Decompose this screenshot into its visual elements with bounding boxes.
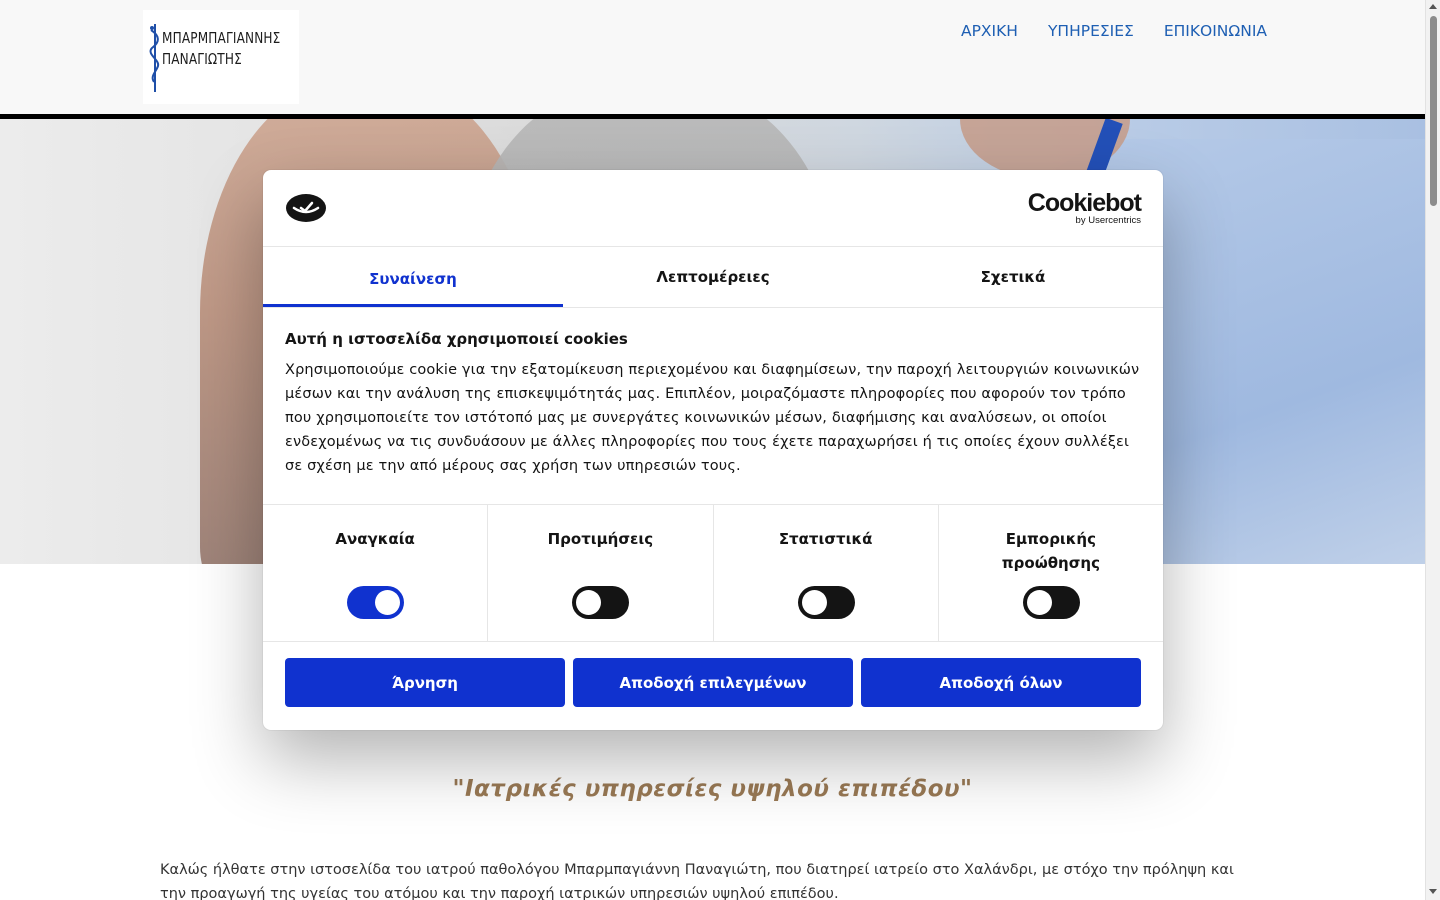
cookie-heading: Αυτή η ιστοσελίδα χρησιμοποιεί cookies — [285, 330, 628, 348]
toggle-statistics-label: Στατιστικά — [778, 530, 873, 548]
toggle-necessary-switch[interactable] — [347, 586, 404, 619]
nav-item-home[interactable]: ΑΡΧΙΚΗ — [960, 22, 1018, 40]
tagline: "Ιατρικές υπηρεσίες υψηλού επιπέδου" — [452, 776, 973, 802]
toggle-marketing-switch[interactable] — [1023, 586, 1080, 619]
cookie-category-toggles — [263, 505, 1163, 642]
cookie-body-text: Χρησιμοποιούμε cookie για την εξατομίκευση περιεχομένου και διαφημίσεων, την παροχή λειτουργιών κοινωνικών μέσων και την ανάλυση της επισκεψιμότητάς μας. Επιπλέον, μοιραζόμαστε πληροφορίες που αφορούν τον τρόπο που χρησιμοποιείτε τον ιστότοπό μας με συνεργάτες κοινωνικών μέσων, διαφήμισης και αναλύσεων, οι οποίοι ενδεχομένως να τις συνδυάσουν με άλλες πληροφορίες που τους έχετε παραχωρήσει ή τις οποίες έχουν συλλέξει σε σχέση με την από μέρους σας χρήση των υπηρεσιών τους. — [285, 362, 1140, 474]
nav-item-contact[interactable]: ΕΠΙΚΟΙΝΩΝΙΑ — [1163, 22, 1267, 40]
switch-knob — [576, 590, 601, 615]
site-logo[interactable] — [143, 10, 299, 104]
toggle-statistics-switch[interactable] — [798, 586, 855, 619]
intro-paragraph: Καλώς ήλθατε στην ιστοσελίδα του ιατρού παθολόγου Μπαρμπαγιάννη Παναγιώτη, που διατηρεί ιατρείο στο Χαλάνδρι, με στόχο την πρόληψη και την προαγωγή της υγείας του ατόμου και την παροχή ιατρικών υπηρεσιών υψηλού επιπέδου. — [160, 862, 1234, 900]
toggle-preferences-label: Προτιμήσεις — [547, 530, 654, 548]
switch-knob — [1027, 590, 1052, 615]
caduceus-icon — [148, 22, 162, 94]
accept-selected-button[interactable]: Αποδοχή επιλεγμένων — [573, 658, 853, 707]
toggle-marketing — [939, 505, 1163, 641]
tab-consent[interactable]: Συναίνεση — [263, 247, 563, 307]
toggle-preferences — [488, 505, 713, 641]
cookiebot-brand-name: Cookiebot — [1027, 189, 1141, 217]
logo-line-2: ΠΑΝΑΓΙΩΤΗΣ — [162, 50, 242, 68]
toggle-necessary — [263, 505, 488, 641]
switch-knob — [802, 590, 827, 615]
tab-about[interactable]: Σχετικά — [980, 268, 1046, 286]
scroll-down-arrow-icon[interactable] — [1429, 889, 1437, 894]
logo-text — [162, 28, 280, 70]
main-nav — [961, 22, 1267, 40]
toggle-marketing-label: Εμπορικής προώθησης — [1001, 530, 1100, 572]
deny-button[interactable]: Άρνηση — [285, 658, 565, 707]
scroll-up-arrow-icon[interactable] — [1429, 4, 1437, 9]
toggle-statistics — [714, 505, 939, 641]
site-header — [0, 0, 1425, 114]
tab-details[interactable]: Λεπτομέρειες — [656, 268, 770, 286]
nav-item-services[interactable]: ΥΠΗΡΕΣΙΕΣ — [1047, 22, 1134, 40]
cookie-description — [263, 308, 1163, 505]
scrollbar-thumb[interactable] — [1430, 16, 1437, 206]
cookie-actions — [263, 642, 1163, 723]
cookiebot-brand[interactable] — [1028, 190, 1141, 226]
switch-knob — [375, 590, 400, 615]
cookie-consent-dialog — [263, 170, 1163, 730]
cookiebot-brand-by: by Usercentrics — [1075, 215, 1141, 226]
cookie-dialog-header — [263, 170, 1163, 247]
cookie-tabs — [263, 247, 1163, 308]
toggle-preferences-switch[interactable] — [572, 586, 629, 619]
cookiebot-logo-icon — [285, 192, 327, 224]
toggle-necessary-label: Αναγκαία — [335, 530, 415, 548]
accept-all-button[interactable]: Αποδοχή όλων — [861, 658, 1141, 707]
page-scrollbar[interactable] — [1425, 0, 1440, 900]
logo-line-1: ΜΠΑΡΜΠΑΓΙΑΝΝΗΣ — [162, 29, 281, 47]
